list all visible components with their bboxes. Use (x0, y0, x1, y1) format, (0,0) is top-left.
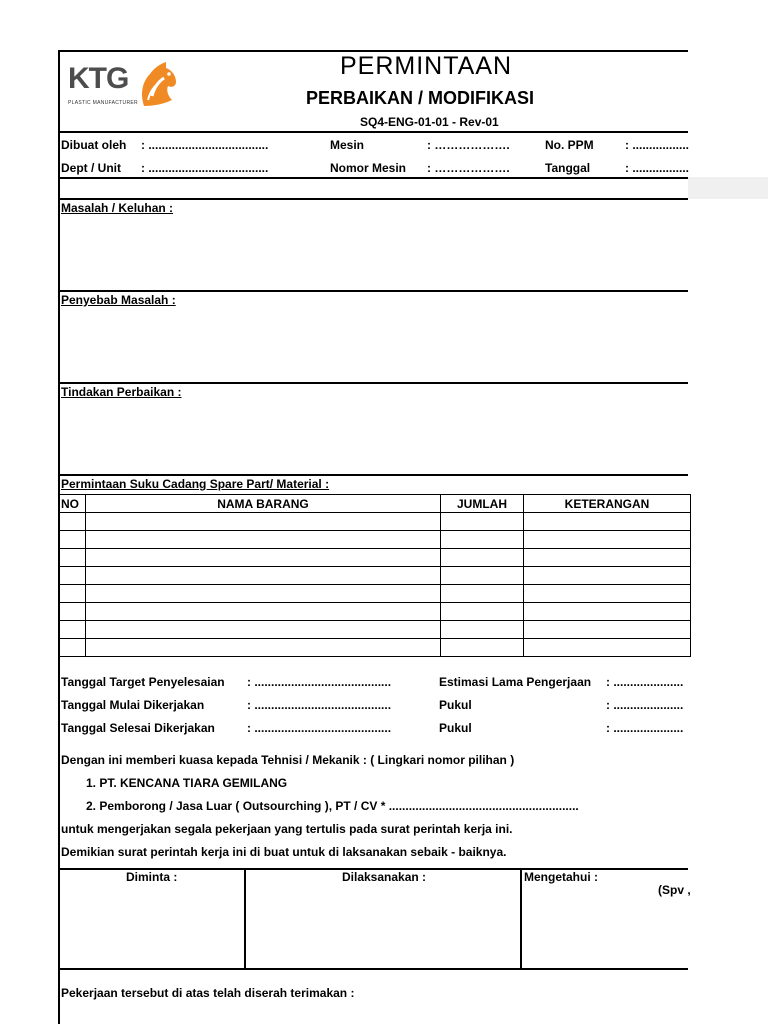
target-value[interactable]: : ......................................... (247, 675, 392, 689)
pukul1-value[interactable]: : ..................... (606, 698, 684, 712)
table-row[interactable] (60, 639, 691, 657)
sig-divider-2 (520, 868, 522, 970)
sig-divider-1 (244, 868, 246, 970)
no-ppm-value[interactable]: : ................. (625, 138, 690, 152)
table-row[interactable] (60, 621, 691, 639)
auth-option-2[interactable]: 2. Pemborong / Jasa Luar ( Outsourching ), PT / CV * ......................................................... (86, 799, 579, 813)
pukul1-label: Pukul (439, 698, 472, 712)
sig-spv: (Spv , (658, 883, 691, 897)
gray-band (688, 177, 768, 199)
suku-cadang-label: Permintaan Suku Cadang Spare Part/ Material : (61, 477, 330, 491)
auth-intro: Dengan ini memberi kuasa kepada Tehnisi / Mekanik : ( Lingkari nomor pilihan ) (61, 753, 515, 767)
logo-text: KTG (68, 62, 129, 95)
info-divider (58, 177, 688, 179)
info-divider-2 (58, 198, 688, 200)
auth-line-2: Demikian surat perintah kerja ini di buat untuk di laksanakan sebaik - baiknya. (61, 845, 507, 859)
estimasi-label: Estimasi Lama Pengerjaan (439, 675, 592, 689)
estimasi-value[interactable]: : ..................... (606, 675, 684, 689)
logo (66, 60, 186, 110)
tanggal-value[interactable]: : ................. (625, 161, 690, 175)
dibuat-oleh-value[interactable]: : .................................... (141, 138, 269, 152)
dept-value[interactable]: : .................................... (141, 161, 269, 175)
sig-diminta: Diminta : (126, 870, 178, 884)
masalah-label: Masalah / Keluhan : (61, 201, 174, 215)
title-line1: PERMINTAAN (340, 52, 513, 80)
table-row[interactable] (60, 603, 691, 621)
selesai-value[interactable]: : ......................................... (247, 721, 392, 735)
auth-line-1: untuk mengerjakan segala pekerjaan yang tertulis pada surat perintah kerja ini. (61, 822, 513, 836)
penyebab-label: Penyebab Masalah : (61, 293, 176, 307)
tindakan-label: Tindakan Perbaikan : (61, 385, 182, 399)
pukul2-value[interactable]: : ..................... (606, 721, 684, 735)
mulai-label: Tanggal Mulai Dikerjakan (61, 698, 205, 712)
selesai-label: Tanggal Selesai Dikerjakan (61, 721, 215, 735)
tanggal-label: Tanggal (545, 161, 591, 175)
logo-tagline: PLASTIC MANUFACTURER (68, 100, 138, 106)
table-row[interactable] (60, 513, 691, 531)
col-keterangan: KETERANGAN (524, 495, 691, 513)
target-label: Tanggal Target Penyelesaian (61, 675, 225, 689)
sig-bottom-border (58, 968, 688, 970)
title-line2: PERBAIKAN / MODIFIKASI (306, 88, 535, 108)
no-ppm-label: No. PPM (545, 138, 594, 152)
table-row[interactable] (60, 567, 691, 585)
sig-dilaksanakan: Dilaksanakan : (342, 870, 427, 884)
mesin-value[interactable]: : ………………. (427, 138, 510, 152)
col-no: NO (60, 495, 86, 513)
auth-option-1[interactable]: 1. PT. KENCANA TIARA GEMILANG (86, 776, 288, 790)
mulai-value[interactable]: : ......................................... (247, 698, 392, 712)
nomor-mesin-label: Nomor Mesin (330, 161, 407, 175)
parts-table-header (60, 495, 691, 513)
sig-mengetahui: Mengetahui : (524, 870, 598, 884)
parts-table (59, 494, 691, 657)
col-nama-barang: NAMA BARANG (86, 495, 441, 513)
table-row[interactable] (60, 585, 691, 603)
masalah-divider (58, 290, 688, 292)
dibuat-oleh-label: Dibuat oleh (61, 138, 127, 152)
horse-head-icon (136, 60, 180, 108)
dept-label: Dept / Unit (61, 161, 121, 175)
doc-code: SQ4-ENG-01-01 - Rev-01 (360, 115, 499, 129)
tindakan-divider (58, 474, 688, 476)
header-divider (58, 131, 688, 133)
col-jumlah: JUMLAH (441, 495, 524, 513)
mesin-label: Mesin (330, 138, 365, 152)
table-row[interactable] (60, 531, 691, 549)
handover-text: Pekerjaan tersebut di atas telah diserah terimakan : (61, 986, 355, 1000)
nomor-mesin-value[interactable]: : ………………. (427, 161, 510, 175)
penyebab-divider (58, 382, 688, 384)
pukul2-label: Pukul (439, 721, 472, 735)
table-row[interactable] (60, 549, 691, 567)
